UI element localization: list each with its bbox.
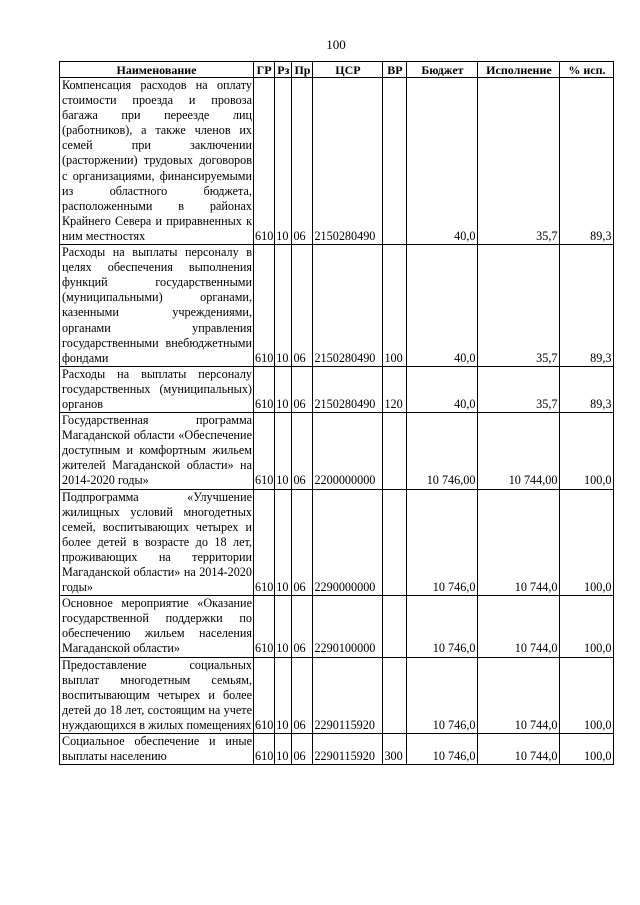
row-vr: 300	[383, 734, 407, 765]
row-csr: 2290115920	[313, 734, 383, 765]
row-budget: 40,0	[407, 78, 478, 245]
column-header-execution: Исполнение	[478, 62, 560, 78]
row-name: Подпрограмма «Улучшение жилищных условий многодетных семей, воспитывающих четырех и более детей в возрасте до 18 лет, проживающих на территории Магаданской области» на 2014-2020 годы»	[60, 489, 254, 596]
row-percent: 100,0	[560, 657, 614, 733]
column-header-pr: Пр	[292, 62, 313, 78]
row-csr: 2290115920	[313, 657, 383, 733]
row-budget: 10 746,0	[407, 657, 478, 733]
page-number: 100	[326, 37, 346, 52]
row-vr	[383, 657, 407, 733]
row-execution: 35,7	[478, 78, 560, 245]
row-execution: 10 744,0	[478, 596, 560, 657]
row-budget: 10 746,0	[407, 489, 478, 596]
row-vr	[383, 489, 407, 596]
row-gr: 610	[254, 78, 275, 245]
row-execution: 10 744,0	[478, 734, 560, 765]
row-percent: 100,0	[560, 489, 614, 596]
row-vr: 120	[383, 366, 407, 412]
row-name: Предоставление социальных выплат многодетным семьям, воспитывающим четырех и более детей до 18 лет, состоящим на учете нуждающихся в жилых помещениях	[60, 657, 254, 733]
row-pr: 06	[292, 78, 313, 245]
table-row	[60, 413, 614, 489]
row-vr	[383, 413, 407, 489]
row-budget: 10 746,0	[407, 734, 478, 765]
row-vr: 100	[383, 245, 407, 367]
row-name: Расходы на выплаты персоналу в целях обеспечения выполнения функций государственными (муниципальными) органами, казенными учреждениями, органами управления государственными внебюджетными фондами	[60, 245, 254, 367]
row-gr: 610	[254, 413, 275, 489]
row-rz: 10	[275, 78, 292, 245]
row-csr: 2150280490	[313, 78, 383, 245]
row-budget: 40,0	[407, 245, 478, 367]
row-pr: 06	[292, 489, 313, 596]
column-header-vr: ВР	[383, 62, 407, 78]
row-gr: 610	[254, 245, 275, 367]
column-header-name: Наименование	[60, 62, 254, 78]
row-percent: 89,3	[560, 245, 614, 367]
row-rz: 10	[275, 489, 292, 596]
row-name: Социальное обеспечение и иные выплаты населению	[60, 734, 254, 765]
budget-table	[59, 61, 614, 765]
row-budget: 40,0	[407, 366, 478, 412]
table-row	[60, 78, 614, 245]
table-row	[60, 489, 614, 596]
row-csr: 2290100000	[313, 596, 383, 657]
row-pr: 06	[292, 596, 313, 657]
row-rz: 10	[275, 596, 292, 657]
row-gr: 610	[254, 366, 275, 412]
row-csr: 2200000000	[313, 413, 383, 489]
column-header-gr: ГР	[254, 62, 275, 78]
row-budget: 10 746,0	[407, 596, 478, 657]
row-gr: 610	[254, 734, 275, 765]
row-execution: 10 744,00	[478, 413, 560, 489]
row-name: Компенсация расходов на оплату стоимости проезда и провоза багажа при переезде лиц (работников), а также членов их семей при заключении (расторжении) трудовых договоров с организациями, финансируемыми из областного бюджета, расположенными в районах Крайнего Севера и приравненных к ним местностях	[60, 78, 254, 245]
table-row	[60, 245, 614, 367]
table-row	[60, 596, 614, 657]
row-csr: 2150280490	[313, 366, 383, 412]
row-percent: 89,3	[560, 78, 614, 245]
row-gr: 610	[254, 489, 275, 596]
row-execution: 10 744,0	[478, 489, 560, 596]
row-name: Основное мероприятие «Оказание государственной поддержки по обеспечению жильем населения Магаданской области»	[60, 596, 254, 657]
row-name: Расходы на выплаты персоналу государственных (муниципальных) органов	[60, 366, 254, 412]
row-pr: 06	[292, 245, 313, 367]
column-header-budget: Бюджет	[407, 62, 478, 78]
row-name: Государственная программа Магаданской области «Обеспечение доступным и комфортным жильем жителей Магаданской области» на 2014-2020 годы»	[60, 413, 254, 489]
row-pr: 06	[292, 413, 313, 489]
column-header-csr: ЦСР	[313, 62, 383, 78]
row-rz: 10	[275, 734, 292, 765]
row-pr: 06	[292, 366, 313, 412]
row-percent: 100,0	[560, 596, 614, 657]
row-rz: 10	[275, 245, 292, 367]
row-gr: 610	[254, 596, 275, 657]
column-header-percent: % исп.	[560, 62, 614, 78]
row-percent: 89,3	[560, 366, 614, 412]
row-budget: 10 746,00	[407, 413, 478, 489]
row-percent: 100,0	[560, 413, 614, 489]
row-rz: 10	[275, 657, 292, 733]
row-gr: 610	[254, 657, 275, 733]
row-percent: 100,0	[560, 734, 614, 765]
row-csr: 2150280490	[313, 245, 383, 367]
row-pr: 06	[292, 657, 313, 733]
table-row	[60, 657, 614, 733]
table-row	[60, 366, 614, 412]
table-header-row	[60, 62, 614, 78]
row-rz: 10	[275, 413, 292, 489]
row-execution: 35,7	[478, 245, 560, 367]
row-vr	[383, 596, 407, 657]
row-pr: 06	[292, 734, 313, 765]
row-execution: 10 744,0	[478, 657, 560, 733]
row-vr	[383, 78, 407, 245]
column-header-rz: Рз	[275, 62, 292, 78]
table-row	[60, 734, 614, 765]
row-rz: 10	[275, 366, 292, 412]
row-csr: 2290000000	[313, 489, 383, 596]
row-execution: 35,7	[478, 366, 560, 412]
